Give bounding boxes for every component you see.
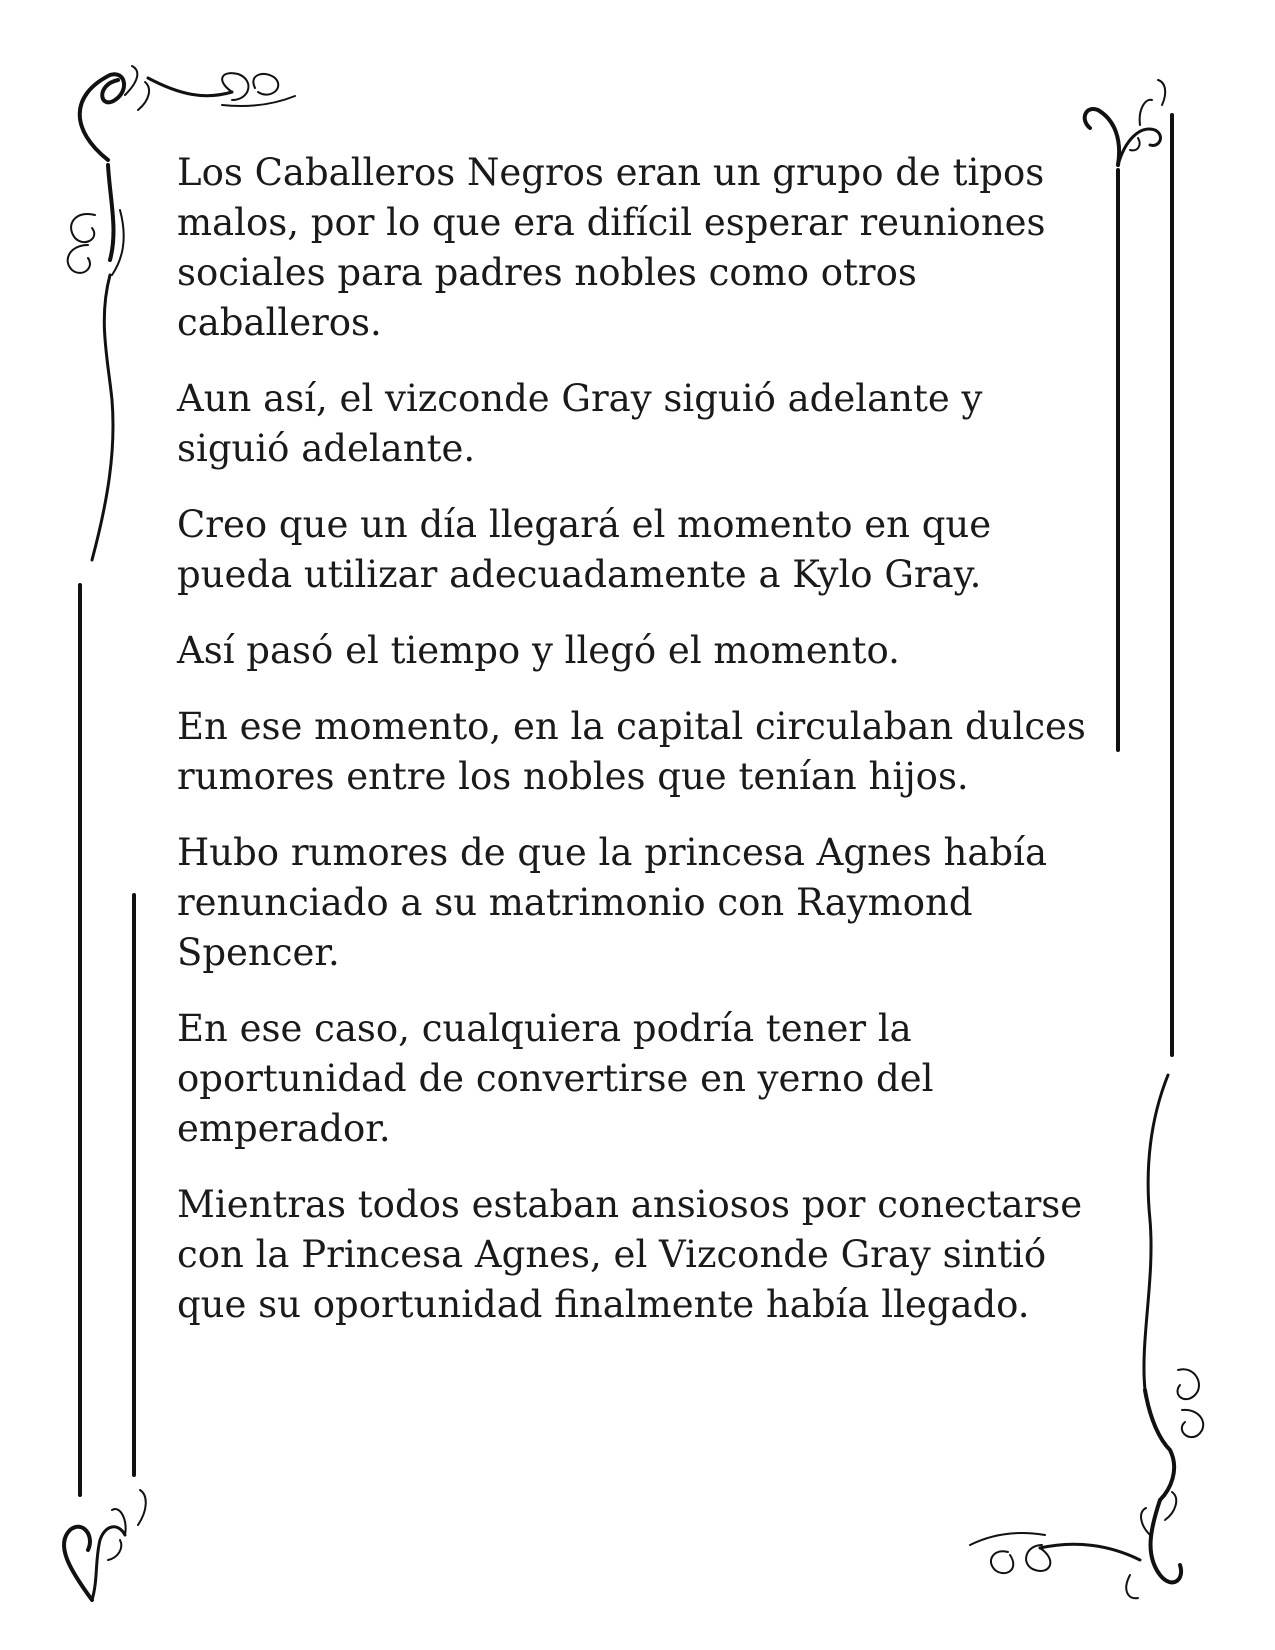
story-text [177, 148, 1097, 1356]
paragraph: Hubo rumores de que la princesa Agnes había renunciado a su matrimonio con Raymond Spencer. [177, 831, 1048, 974]
paragraph: Mientras todos estaban ansiosos por conectarse con la Princesa Agnes, el Vizconde Gray sintió que su oportunidad finalmente había llegado. [177, 1183, 1083, 1326]
bottom-left-flourish-icon [64, 1490, 146, 1600]
paragraph: Así pasó el tiempo y llegó el momento. [177, 629, 900, 672]
paragraph: Los Caballeros Negros eran un grupo de tipos malos, por lo que era difícil esperar reuniones sociales para padres nobles como otros caballeros. [177, 151, 1046, 344]
paragraph: Aun así, el vizconde Gray siguió adelante y siguió adelante. [177, 377, 983, 470]
paragraph: En ese caso, cualquiera podría tener la oportunidad de convertirse en yerno del emperador. [177, 1007, 934, 1150]
paragraph: Creo que un día llegará el momento en que pueda utilizar adecuadamente a Kylo Gray. [177, 503, 992, 596]
paragraph: En ese momento, en la capital circulaban dulces rumores entre los nobles que tenían hijos. [177, 705, 1086, 798]
